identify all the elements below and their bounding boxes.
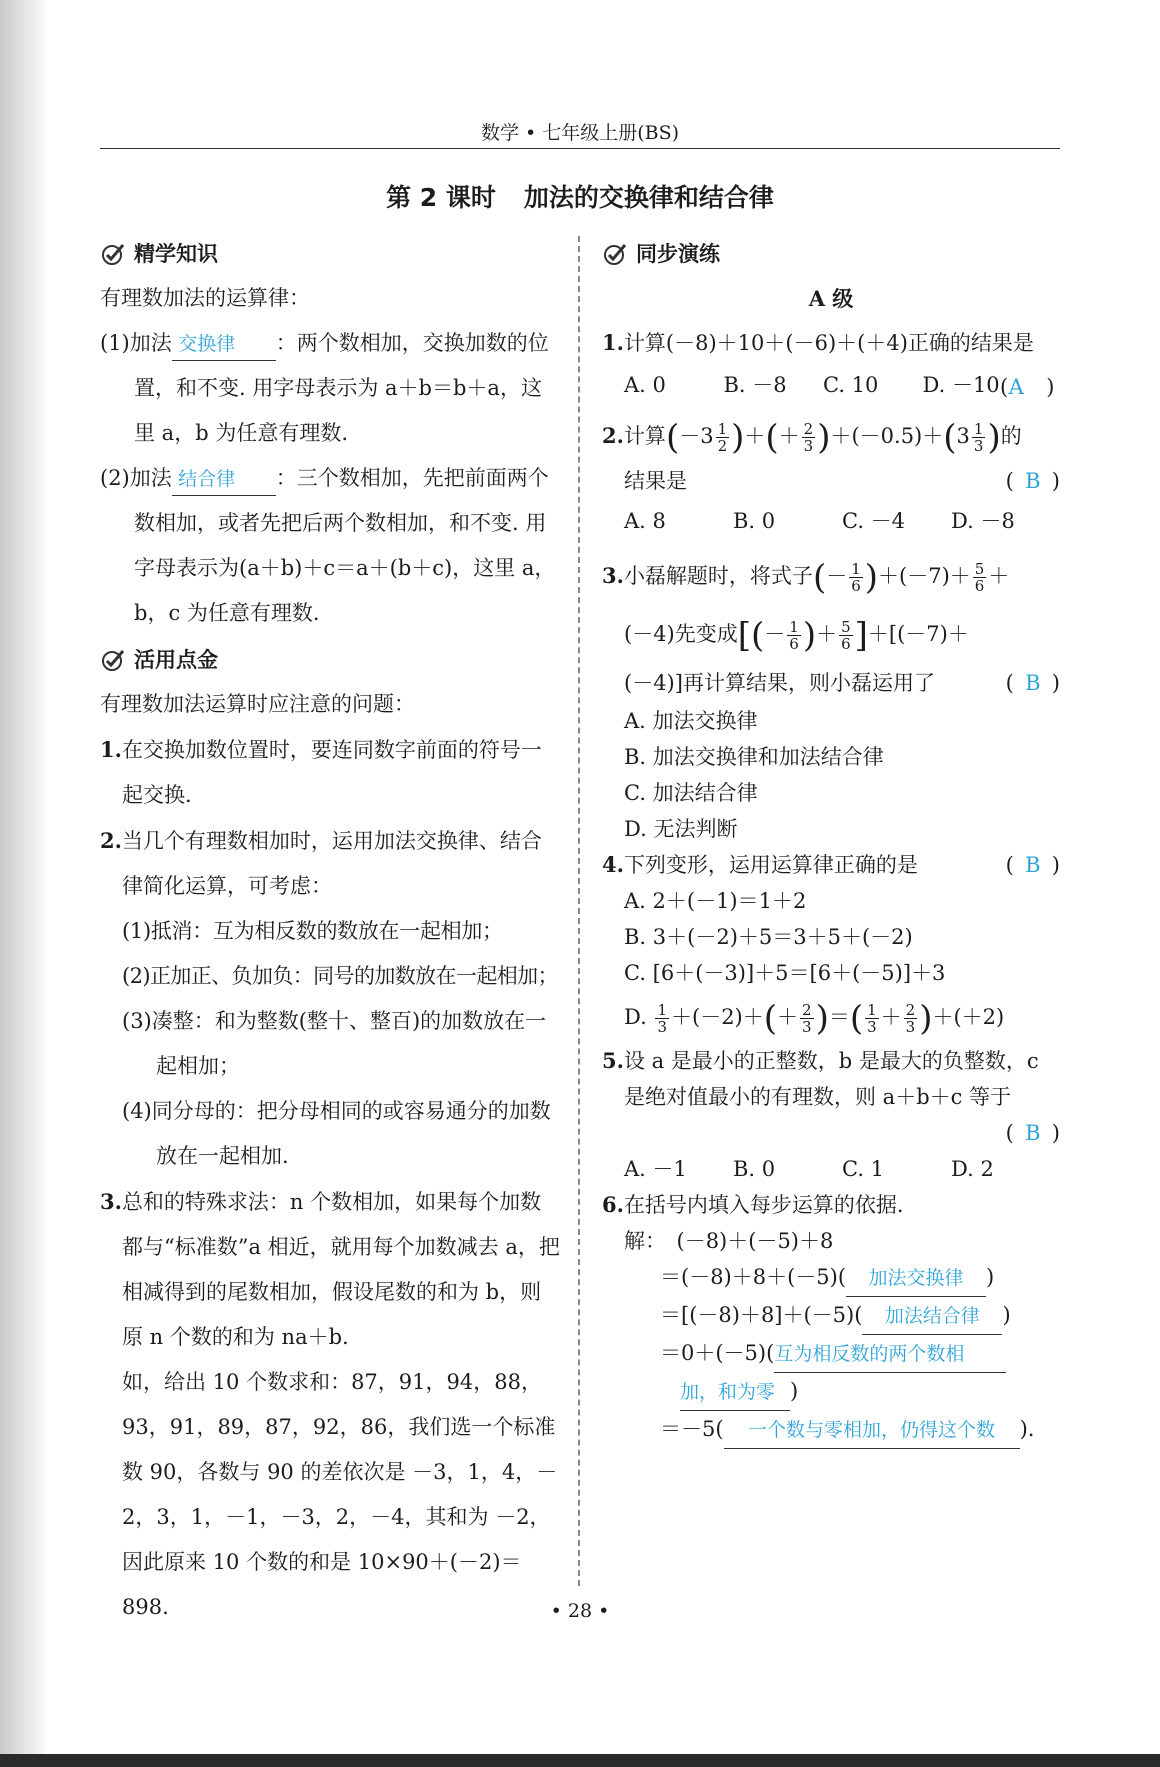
section-heading-tips: 活用点金 xyxy=(100,638,560,682)
option-d: D. 无法判断 xyxy=(624,817,738,841)
tip-2-sub-3: (3)凑整：和为整数(整十、整百)的加数放在一起相加； xyxy=(122,1009,547,1078)
header-rule xyxy=(100,148,1060,149)
fraction: $\frac{1}{3}$ xyxy=(973,420,984,455)
level-label: A 级 xyxy=(808,286,854,311)
tip-2-sub-1: (1)抵消：互为相反数的数放在一起相加； xyxy=(122,919,503,943)
law-commutative: (1)加法 交换律 ：两个数相加，交换加数的位置，和不变. 用字母表示为 a＋b＝b＋a，这里 a，b 为任意有理数. xyxy=(100,321,560,456)
page-number: • 28 • xyxy=(550,1600,610,1622)
question-1: 1.计算(－8)＋10＋(－6)＋(＋4)正确的结果是 (A ) A. 0 B. －8 C. 10 D. －10 xyxy=(602,321,1060,405)
left-column xyxy=(100,232,560,1630)
tip-2-sub-2: (2)正加正、负加负：同号的加数放在一起相加； xyxy=(122,964,558,988)
solution-line-4: ＝0＋(－5)(互为相反数的两个数相 xyxy=(602,1335,1060,1373)
fraction: $\frac{5}{6}$ xyxy=(974,560,985,595)
running-header: 数学 • 七年级上册(BS) xyxy=(480,122,680,144)
section-heading-knowledge: 精学知识 xyxy=(100,232,560,276)
option-b: B. 加法交换律和加法结合律 xyxy=(624,745,884,769)
options: A. 0 B. －8 C. 10 D. －10 xyxy=(624,373,1000,397)
tip-3: 3.总和的特殊求法：n 个数相加，如果每个加数都与“标准数”a 相近，就用每个加数减去 a，把相减得到的尾数相加，假设尾数的和为 b，则原 n 个数的和为 na＋b. xyxy=(100,1189,560,1349)
knowledge-intro: 有理数加法的运算律： xyxy=(100,286,310,310)
tips-intro: 有理数加法运算时应注意的问题： xyxy=(100,692,415,716)
right-column xyxy=(602,232,1060,1449)
tip-2: 2.当几个有理数相加时，运用加法交换律、结合律简化运算，可考虑： xyxy=(100,828,542,898)
check-badge-icon xyxy=(100,241,126,267)
fraction: $\frac{5}{6}$ xyxy=(841,618,851,653)
section-heading-practice: 同步演练 xyxy=(602,232,1060,276)
solution-line-5: ＝－5( 一个数与零相加，仍得这个数 ). xyxy=(602,1411,1060,1449)
solution-line-2: ＝(－8)＋8＋(－5)( 加法交换律 ) xyxy=(602,1259,1060,1297)
answer-bracket: ( B ) xyxy=(1005,671,1060,695)
options: A. －1 B. 0 C. 1 D. 2 xyxy=(624,1157,994,1181)
option-a: A. 2＋(－1)＝1＋2 xyxy=(624,889,807,913)
page-shadow-edge xyxy=(0,0,46,1767)
tip-2-sub-4: (4)同分母的：把分母相同的或容易通分的加数放在一起相加. xyxy=(122,1099,551,1168)
solution-line-3: ＝[(－8)＋8]＋(－5)( 加法结合律 ) xyxy=(602,1297,1060,1335)
answer-bracket: ( B ) xyxy=(1005,853,1060,877)
question-2: 2.计算(－3 $\frac{1}{2}$ )＋(＋ $\frac{2}{3}$ )＋(－0.5)＋(3 $\frac{1}{3}$ )的 结果是 ( B ) A. 8 B. 0 C. －4 D. －8 xyxy=(602,411,1060,541)
question-6: 6.在括号内填入每步运算的依据. 解： (－8)＋(－5)＋8 ＝(－8)＋8＋(－5)( 加法交换律 ) ＝[(－8)＋8]＋(－5)( 加法结合律 ) ＝0＋(－5)(互为相反数的两个数相 加，和为零 ) ＝－5( 一个数与零相加，仍得这个数 ). xyxy=(602,1187,1060,1449)
tip-1: 1.在交换加数位置时，要连同数字前面的符号一起交换. xyxy=(100,737,542,807)
answer-bracket: ( B ) xyxy=(1005,1121,1060,1145)
option-c: C. 加法结合律 xyxy=(624,781,758,805)
fraction: $\frac{1}{2}$ xyxy=(717,420,728,455)
fraction: $\frac{1}{6}$ xyxy=(789,618,799,653)
options: A. 8 B. 0 C. －4 D. －8 xyxy=(624,509,1015,533)
option-c: C. [6＋(－3)]＋5＝[6＋(－5)]＋3 xyxy=(624,961,946,985)
fraction: $\frac{1}{6}$ xyxy=(851,560,861,595)
tip-3-example: 如，给出 10 个数求和：87，91，94，88，93，91，89，87，92，86，我们选一个标准数 90，各数与 90 的差依次是 －3，1，4，－2，3，1，－1，－3，2，－4，其和为 －2，因此原来 10 个数的和是 10×90＋(－2)＝898. xyxy=(122,1370,558,1619)
answer-blank: 结合律 xyxy=(172,463,276,496)
option-a: A. 加法交换律 xyxy=(624,709,758,733)
bottom-bar xyxy=(0,1754,1160,1767)
question-5: 5.设 a 是最小的正整数，b 是最大的负整数，c 是绝对值最小的有理数，则 a＋b＋c 等于 ( B ) A. －1 B. 0 C. 1 D. 2 xyxy=(602,1043,1060,1187)
lesson-topic: 加法的交换律和结合律 xyxy=(523,183,774,212)
check-badge-icon xyxy=(602,241,628,267)
answer-bracket: (A ) xyxy=(1000,375,1055,399)
solution-line-1: 解： (－8)＋(－5)＋8 xyxy=(624,1229,834,1253)
lesson-number: 第 2 课时 xyxy=(386,183,496,212)
solution-line-4b: 加，和为零 ) xyxy=(602,1373,1060,1411)
law-associative: (2)加法 结合律 ：三个数相加，先把前面两个数相加，或者先把后两个数相加，和不变. 用字母表示为(a＋b)＋c＝a＋(b＋c)，这里 a，b，c 为任意有理数. xyxy=(100,456,560,636)
answer-bracket: ( B ) xyxy=(1005,469,1060,493)
option-d: D. $\frac{1}{3}$ ＋(－2)＋(＋ $\frac{2}{3}$ )＝( $\frac{1}{3}$ ＋ $\frac{2}{3}$ )＋(＋2) xyxy=(624,998,1005,1039)
option-b: B. 3＋(－2)＋5＝3＋5＋(－2) xyxy=(624,925,913,949)
lesson-title xyxy=(100,178,1060,214)
answer-blank: 交换律 xyxy=(172,328,276,361)
check-badge-icon xyxy=(100,647,126,673)
question-4: 4.下列变形，运用运算律正确的是 ( B ) A. 2＋(－1)＝1＋2 B. 3＋(－2)＋5＝3＋5＋(－2) C. [6＋(－3)]＋5＝[6＋(－5)]＋3 D. $\frac{1}{3}$ ＋(－2)＋(＋ $\frac{2}{3}$ )＝( $\frac{1}{3}$ ＋ $\frac{2}{3}$ )＋(＋2) xyxy=(602,847,1060,1043)
column-divider xyxy=(578,236,580,1586)
question-3: 3.小磊解题时，将式子(－ $\frac{1}{6}$ )＋(－7)＋ $\frac{5}{6}$ ＋ (－4)先变成[(－ $\frac{1}{6}$ )＋ $\frac{5}{6}$ ]＋[(－7)＋ (－4)]再计算结果，则小磊运用了 ( B ) A. 加法交换律 B. 加法交换律和加法结合律 C. 加法结合律 D. 无法判断 xyxy=(602,547,1060,847)
fraction: $\frac{2}{3}$ xyxy=(803,420,814,455)
